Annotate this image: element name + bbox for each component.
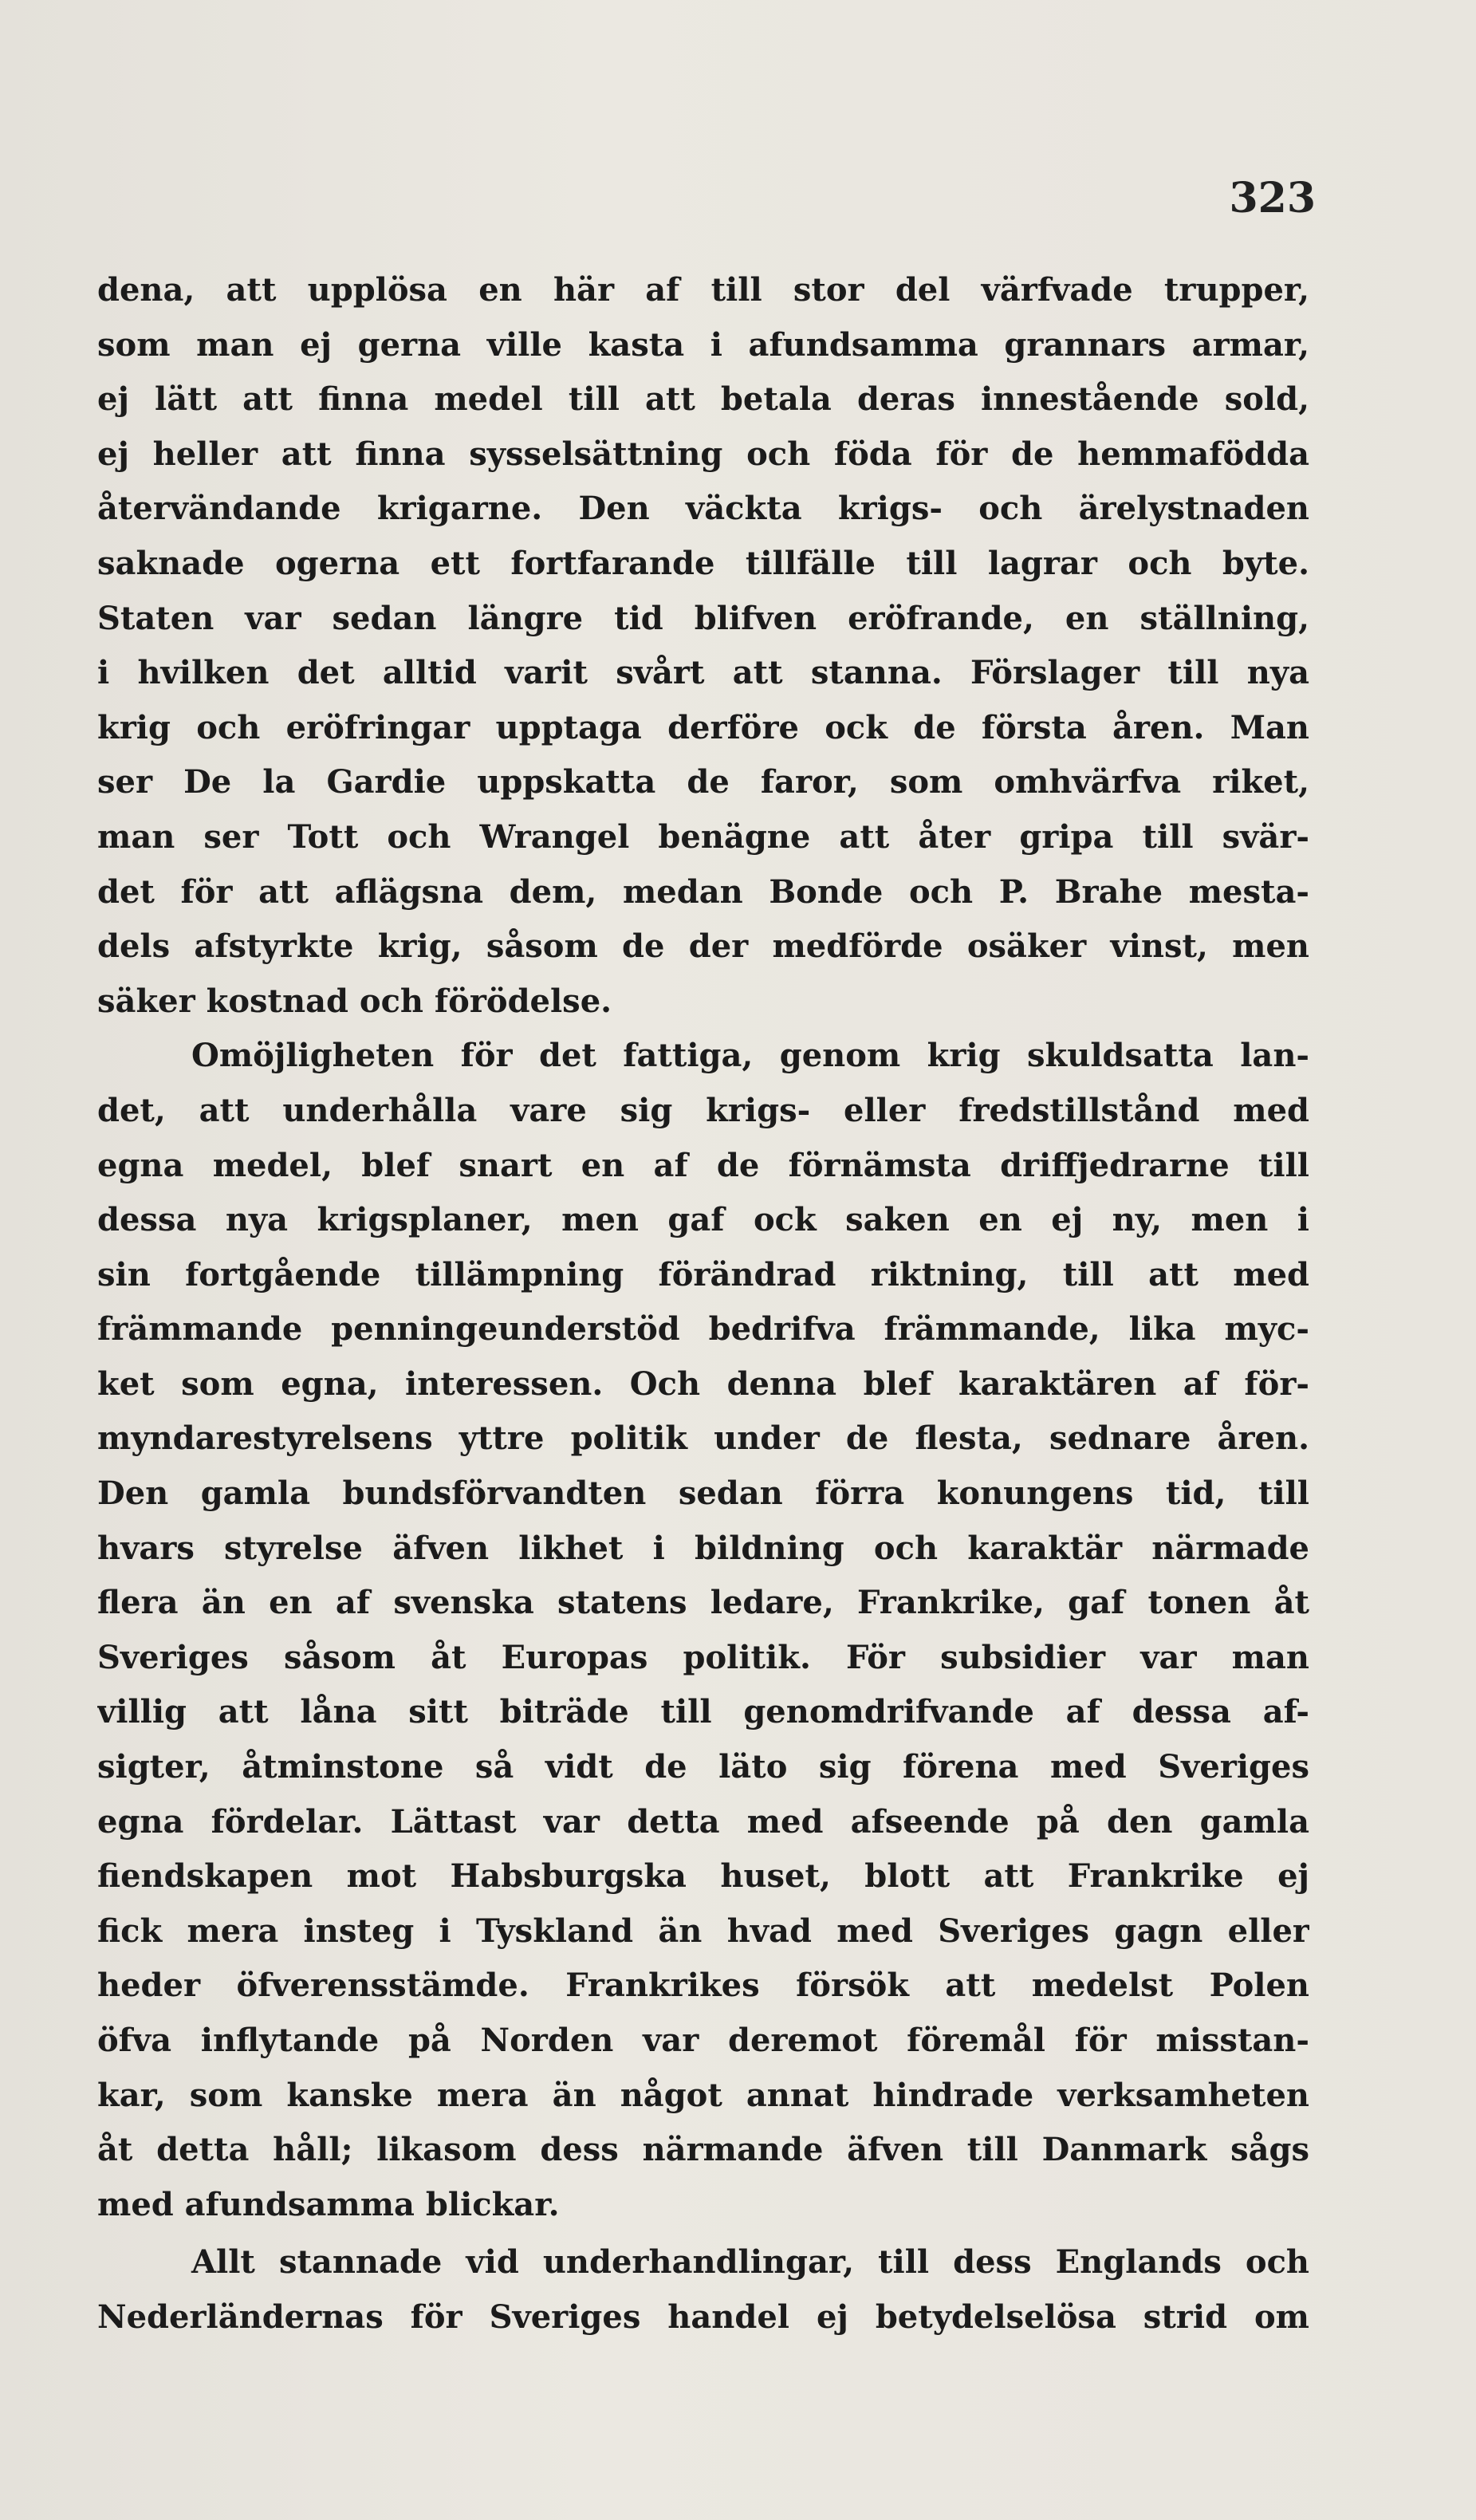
text-line: ket som egna, interessen. Och denna blef karaktären af för- — [97, 1364, 1309, 1403]
page-number: 323 — [1229, 174, 1316, 222]
text-line: dena, att upplösa en här af till stor del värfvade trupper, — [97, 271, 1309, 309]
body-text — [97, 263, 1309, 2345]
text-line: Nederländernas för Sveriges handel ej betydelselösa strid om — [97, 2298, 1309, 2336]
text-line: Staten var sedan längre tid blifven eröfrande, en ställning, — [97, 599, 1309, 637]
text-line-paragraph-start: Omöjligheten för det fattiga, genom krig skuldsatta lan- — [191, 1037, 1309, 1075]
text-line-paragraph-start: Allt stannade vid underhandlingar, till dess Englands och — [191, 2243, 1309, 2282]
text-line: öfva inflytande på Norden var deremot föremål för misstan- — [97, 2022, 1309, 2059]
text-line-paragraph-end: säker kostnad och förödelse. — [97, 982, 612, 1020]
text-line: ej heller att finna sysselsättning och föda för de hemmafödda — [97, 435, 1309, 473]
text-line: ej lätt att finna medel till att betala deras innestående sold, — [97, 380, 1309, 419]
text-line: heder öfverensstämde. Frankrikes försök att medelst Polen — [97, 1967, 1309, 2005]
text-line: man ser Tott och Wrangel benägne att åter gripa till svär- — [97, 817, 1309, 856]
text-line: egna fördelar. Lättast var detta med afseende på den gamla — [97, 1802, 1309, 1841]
text-line: myndarestyrelsens yttre politik under de flesta, sednare åren. — [97, 1419, 1309, 1458]
text-line: fick mera insteg i Tyskland än hvad med Sveriges gagn eller — [97, 1912, 1309, 1950]
text-line: det, att underhålla vare sig krigs- eller fredstillstånd med — [97, 1091, 1309, 1129]
text-line: sin fortgående tillämpning förändrad riktning, till att med — [97, 1255, 1309, 1293]
text-line: egna medel, blef snart en af de förnämsta driffjedrarne till — [97, 1146, 1309, 1184]
text-line: ser De la Gardie uppskatta de faror, som omhvärfva riket, — [97, 763, 1309, 801]
text-line: Den gamla bundsförvandten sedan förra konungens tid, till — [97, 1475, 1309, 1513]
text-line: sigter, åtminstone så vidt de läto sig förena med Sveriges — [97, 1748, 1309, 1786]
text-line: fiendskapen mot Habsburgska huset, blott att Frankrike ej — [97, 1857, 1309, 1896]
text-line: villig att låna sitt biträde till genomdrifvande af dessa af- — [97, 1693, 1309, 1731]
text-line: det för att aflägsna dem, medan Bonde och P. Brahe mesta- — [97, 872, 1309, 911]
text-line: flera än en af svenska statens ledare, Frankrike, gaf tonen åt — [97, 1584, 1309, 1622]
text-line: Sveriges såsom åt Europas politik. För subsidier var man — [97, 1638, 1309, 1676]
text-line: som man ej gerna ville kasta i afundsamma grannars armar, — [97, 325, 1309, 364]
text-line: krig och eröfringar upptaga derföre ock de första åren. Man — [97, 708, 1309, 746]
text-line-paragraph-end: med afundsamma blickar. — [97, 2185, 560, 2223]
text-line: hvars styrelse äfven likhet i bildning och karaktär närmade — [97, 1529, 1309, 1567]
text-line: saknade ogerna ett fortfarande tillfälle till lagrar och byte. — [97, 544, 1309, 582]
text-line: återvändande krigarne. Den väckta krigs- och ärelystnaden — [97, 490, 1309, 528]
text-line: dels afstyrkte krig, såsom de der medförde osäker vinst, men — [97, 927, 1309, 966]
text-line: dessa nya krigsplaner, men gaf ock saken en ej ny, men i — [97, 1201, 1309, 1239]
text-line: i hvilken det alltid varit svårt att stanna. Förslager till nya — [97, 654, 1309, 692]
text-line: främmande penningeunderstöd bedrifva främmande, lika myc- — [97, 1310, 1309, 1349]
text-line: kar, som kanske mera än något annat hindrade verksamheten — [97, 2076, 1309, 2114]
text-line: åt detta håll; likasom dess närmande äfven till Danmark sågs — [97, 2131, 1309, 2169]
